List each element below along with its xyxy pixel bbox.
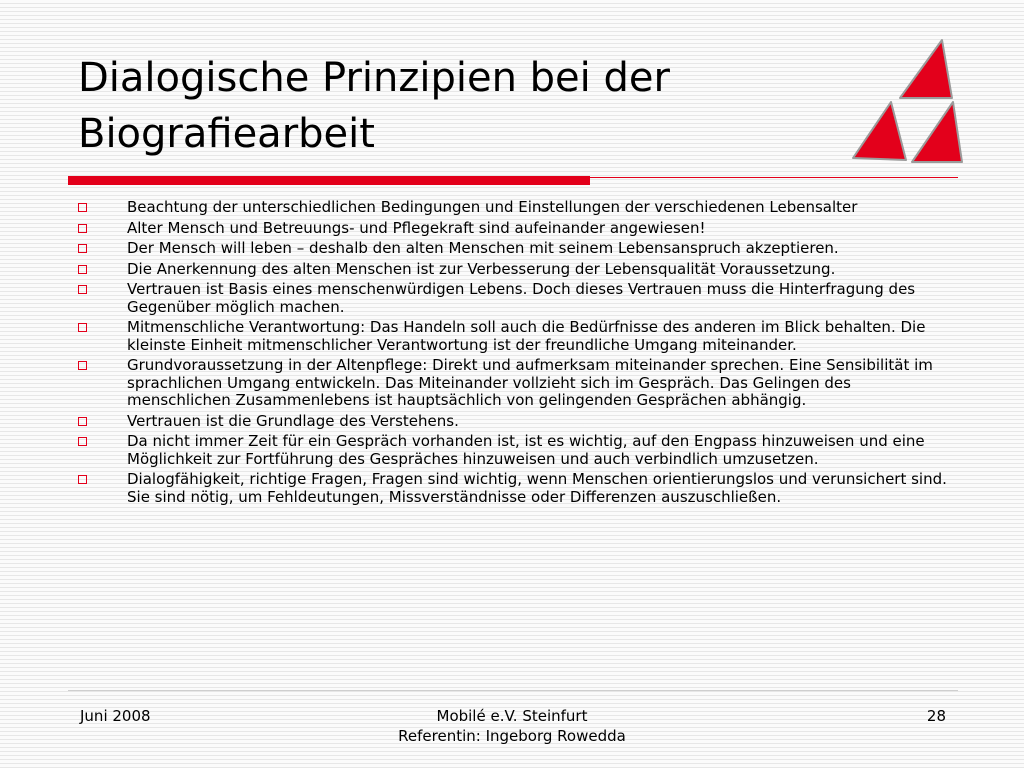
bullet-item (76, 220, 956, 238)
bullet-item (76, 471, 956, 506)
square-bullet-icon (78, 285, 87, 294)
square-bullet-icon (78, 265, 87, 274)
bullet-item (76, 413, 956, 431)
square-bullet-icon (78, 224, 87, 233)
square-bullet-icon (78, 361, 87, 370)
bullet-text: Vertrauen ist Basis eines menschenwürdigen Lebens. Doch dieses Vertrauen muss die Hinterfragung des Gegenüber möglich machen. (127, 280, 916, 316)
bullet-text: Alter Mensch und Betreuungs- und Pflegekraft sind aufeinander angewiesen! (127, 218, 706, 237)
red-triangles-logo-icon (848, 36, 968, 166)
footer-organization: Mobilé e.V. Steinfurt (436, 707, 588, 725)
slide-title (78, 50, 818, 162)
footer-speaker: Referentin: Ingeborg Rowedda (398, 727, 626, 745)
bullet-item (76, 199, 956, 217)
square-bullet-icon (78, 475, 87, 484)
title-underline-thick (68, 176, 590, 185)
bullet-item (76, 281, 956, 316)
bullet-text: Vertrauen ist die Grundlage des Verstehens. (127, 411, 459, 430)
footer-center-block (312, 706, 712, 746)
bullet-text: Beachtung der unterschiedlichen Bedingungen und Einstellungen der verschiedenen Lebensalter (127, 198, 858, 216)
footer-date: Juni 2008 (80, 707, 151, 725)
square-bullet-icon (78, 323, 87, 332)
bullet-item (76, 433, 956, 468)
bullet-text: Die Anerkennung des alten Menschen ist zur Verbesserung der Lebensqualität Voraussetzung. (127, 259, 836, 278)
slide-title-line-2: Biografiearbeit (78, 111, 375, 157)
square-bullet-icon (78, 203, 87, 212)
square-bullet-icon (78, 244, 87, 253)
square-bullet-icon (78, 437, 87, 446)
bullet-item (76, 357, 956, 410)
bullet-text: Der Mensch will leben – deshalb den alten Menschen mit seinem Lebensanspruch akzeptieren. (127, 239, 839, 257)
bullet-text: Grundvoraussetzung in der Altenpflege: Direkt und aufmerksam miteinander sprechen. Eine Sensibilität im sprachlichen Umgang entwickeln. Das Miteinander vollzieht sich im Gespräch. Das Gelingen des menschlichen Zusammenlebens ist hauptsächlich von gelingenden Gesprächen abhängig. (127, 356, 933, 409)
bullet-list (76, 199, 956, 509)
bullet-item (76, 319, 956, 354)
title-underline-thin (590, 177, 958, 178)
bullet-text: Da nicht immer Zeit für ein Gespräch vorhanden ist, ist es wichtig, auf den Engpass hinzuweisen und eine Möglichkeit zur Fortführung des Gespräches hinzuweisen und auch verbindlich umzusetzen. (127, 432, 925, 468)
bullet-text: Mitmenschliche Verantwortung: Das Handeln soll auch die Bedürfnisse des anderen im Blick behalten. Die kleinste Einheit mitmenschlicher Verantwortung ist der freundliche Umgang miteinander. (127, 318, 926, 354)
bullet-item (76, 240, 956, 258)
slide-title-line-1: Dialogische Prinzipien bei der (78, 55, 670, 101)
bullet-item (76, 261, 956, 279)
footer-divider (68, 690, 958, 691)
square-bullet-icon (78, 417, 87, 426)
footer-page-number: 28 (926, 707, 946, 725)
bullet-text: Dialogfähigkeit, richtige Fragen, Fragen sind wichtig, wenn Menschen orientierungslos und verunsichert sind. Sie sind nötig, um Fehldeutungen, Missverständnisse oder Differenzen auszuschließen. (127, 470, 947, 506)
